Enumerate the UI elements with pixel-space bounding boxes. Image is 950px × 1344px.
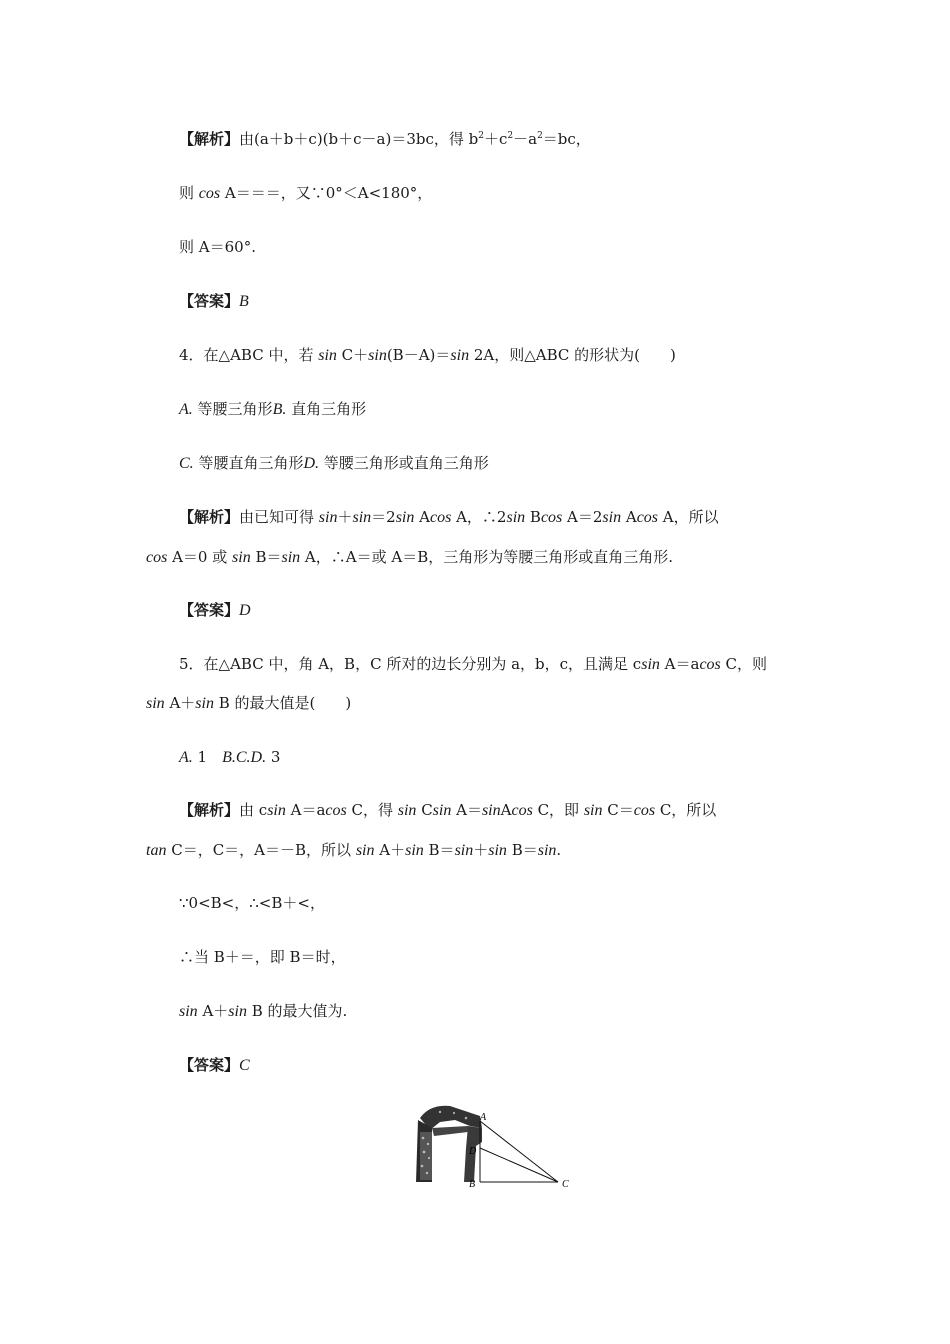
q5-analysis-line4: ∴当 B＋＝，即 B＝时， (179, 948, 346, 966)
tower-illustration (416, 1106, 482, 1182)
q5-stem-line2: sin A＋sin B 的最大值是( ) (146, 694, 352, 712)
answer-tag: 【答案】 (179, 292, 240, 310)
q5-analysis-line5: sin A＋sin B 的最大值为. (179, 1002, 348, 1020)
q5-analysis-line3: ∵0<B<，∴<B＋<， (179, 894, 325, 912)
q5-answer: 【答案】C (179, 1056, 250, 1074)
q4-analysis-line2: cos A＝0 或 sin B＝sin A，∴A＝或 A＝B，三角形为等腰三角形或直角三角形. (146, 548, 673, 566)
q3-analysis-line1: 【解析】由(a＋b＋c)(b＋c－a)＝3bc，得 $b^2+c^2-a^2=bc$， (179, 130, 591, 148)
q4-options-ab: A. 等腰三角形B. 直角三角形 (179, 400, 367, 418)
analysis-tag: 【解析】 (179, 130, 240, 148)
label-c: C (562, 1179, 569, 1190)
q5-analysis-line1: 【解析】由 csin A＝acos C，得 sin Csin A＝sinAcos C，即 sin C＝cos C，所以 (179, 801, 717, 819)
q4-stem: 4．在△ABC 中，若 sin C＋sin(B－A)＝sin 2A，则△ABC 的形状为( ) (179, 346, 676, 364)
q3-answer: 【答案】B (179, 292, 249, 310)
label-d: D (469, 1146, 477, 1157)
q4-options-cd: C. 等腰直角三角形D. 等腰三角形或直角三角形 (179, 454, 489, 472)
label-a: A (480, 1112, 487, 1123)
line-ac (480, 1121, 558, 1182)
q4-analysis-line1: 【解析】由已知可得 sin＋sin＝2sin Acos A，∴2sin Bcos A＝2sin Acos A，所以 (179, 508, 719, 526)
q3-analysis-line2: 则 cos A＝＝＝，又∵0°＜A<180°， (179, 184, 433, 202)
geometry-figure (410, 1098, 580, 1190)
q3-analysis-line3: 则 A＝60°. (179, 238, 256, 256)
q5-analysis-line2: tan C＝，C＝，A＝－B，所以 sin A＋sin B＝sin＋sin B＝sin. (146, 841, 562, 859)
label-b: B (469, 1179, 476, 1190)
q4-answer: 【答案】D (179, 601, 251, 619)
line-dc (480, 1148, 558, 1182)
q5-stem-line1: 5．在△ABC 中，角 A，B，C 所对的边长分别为 a，b，c，且满足 csin A＝acos C，则 (179, 655, 768, 673)
q5-options: A. 1 B.C.D. 3 (179, 748, 281, 766)
